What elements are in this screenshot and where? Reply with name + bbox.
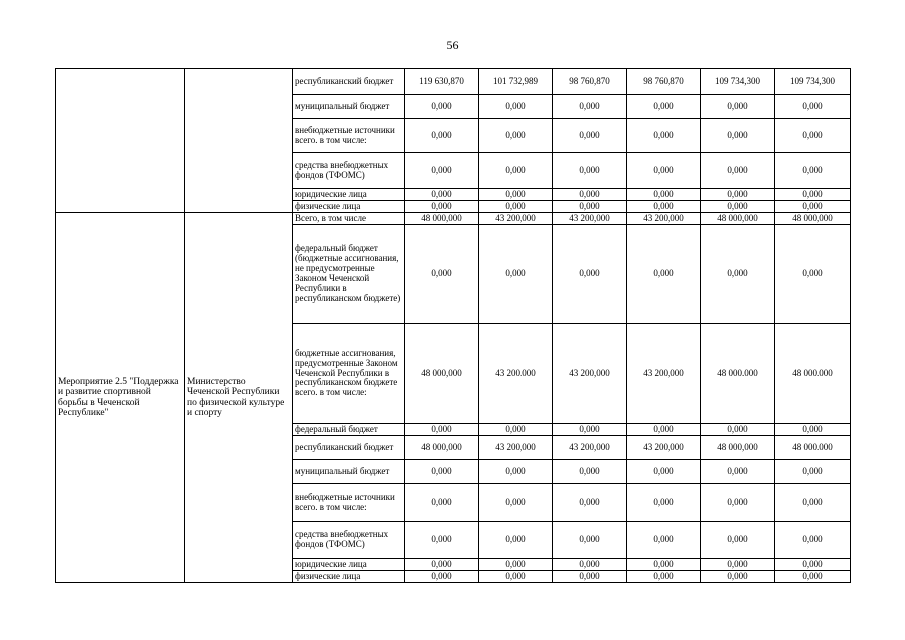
value-cell: 0,000 (775, 484, 851, 522)
value-cell: 0,000 (775, 201, 851, 213)
value-cell: 43 200,000 (627, 324, 701, 424)
value-cell: 0,000 (553, 522, 627, 559)
source-cell: средства внебюджетных фондов (ТФОМС) (293, 522, 405, 559)
value-cell: 0,000 (405, 559, 479, 571)
value-cell: 0,000 (701, 522, 775, 559)
value-cell: 0,000 (405, 95, 479, 119)
value-cell: 48 000,000 (701, 436, 775, 460)
executor-cell (185, 213, 293, 583)
value-cell: 0,000 (627, 189, 701, 201)
value-cell: 43 200,000 (479, 436, 553, 460)
value-cell: 98 760,870 (627, 69, 701, 95)
value-cell: 98 760,870 (553, 69, 627, 95)
value-cell: 0,000 (405, 460, 479, 484)
value-cell: 0,000 (775, 460, 851, 484)
value-cell: 48 000.000 (775, 436, 851, 460)
page-number: 56 (446, 38, 459, 52)
value-cell: 48 000.000 (701, 324, 775, 424)
source-cell: средства внебюджетных фондов (ТФОМС) (293, 153, 405, 189)
value-cell: 0,000 (775, 153, 851, 189)
value-cell: 48 000,000 (701, 213, 775, 225)
value-cell: 0,000 (479, 571, 553, 583)
value-cell: 0,000 (627, 153, 701, 189)
value-cell: 0,000 (405, 225, 479, 324)
value-cell: 48 000,000 (775, 213, 851, 225)
value-cell: 0,000 (627, 95, 701, 119)
source-cell: федеральный бюджет (бюджетные ассигнования, не предусмотренные Законом Чеченской Республики в республиканском бюджете) (293, 225, 405, 324)
value-cell: 0,000 (553, 559, 627, 571)
value-cell: 0,000 (553, 119, 627, 153)
value-cell: 0,000 (627, 119, 701, 153)
value-cell: 48 000,000 (405, 324, 479, 424)
value-cell: 0,000 (479, 424, 553, 436)
value-cell: 0,000 (701, 201, 775, 213)
value-cell: 0,000 (405, 153, 479, 189)
value-cell: 48 000,000 (405, 436, 479, 460)
value-cell: 0,000 (479, 189, 553, 201)
value-cell: 0,000 (627, 225, 701, 324)
value-cell: 48 000.000 (775, 324, 851, 424)
value-cell: 0,000 (553, 95, 627, 119)
value-cell: 0,000 (775, 95, 851, 119)
value-cell: 0,000 (775, 522, 851, 559)
executor-cell-empty (185, 69, 293, 213)
table-row (56, 69, 851, 95)
value-cell: 43 200,000 (627, 213, 701, 225)
budget-table (55, 68, 851, 583)
value-cell: 0,000 (627, 460, 701, 484)
value-cell: 0,000 (553, 571, 627, 583)
value-cell: 0,000 (405, 571, 479, 583)
value-cell: 0,000 (775, 225, 851, 324)
value-cell: 0,000 (701, 95, 775, 119)
source-cell: федеральный бюджет (293, 424, 405, 436)
value-cell: 0,000 (701, 571, 775, 583)
value-cell: 0,000 (627, 484, 701, 522)
value-cell: 0,000 (775, 571, 851, 583)
value-cell: 0,000 (627, 522, 701, 559)
value-cell: 0,000 (479, 522, 553, 559)
value-cell: 0,000 (701, 559, 775, 571)
event-cell-empty (56, 69, 185, 213)
value-cell: 0,000 (775, 189, 851, 201)
value-cell: 0,000 (627, 424, 701, 436)
value-cell: 0,000 (701, 189, 775, 201)
value-cell: 0,000 (627, 559, 701, 571)
table-row (56, 213, 851, 225)
value-cell: 0,000 (479, 201, 553, 213)
value-cell: 0,000 (553, 424, 627, 436)
value-cell: 0,000 (479, 484, 553, 522)
value-cell: 43 200.000 (479, 324, 553, 424)
value-cell: 43 200,000 (627, 436, 701, 460)
value-cell: 0,000 (553, 189, 627, 201)
value-cell: 43 200,000 (479, 213, 553, 225)
value-cell: 0,000 (553, 225, 627, 324)
value-cell: 0,000 (701, 225, 775, 324)
value-cell: 0,000 (701, 460, 775, 484)
value-cell: 0,000 (701, 424, 775, 436)
value-cell: 0,000 (405, 119, 479, 153)
source-cell: внебюджетные источники всего. в том числе: (293, 119, 405, 153)
source-cell: муниципальный бюджет (293, 95, 405, 119)
value-cell: 0,000 (553, 153, 627, 189)
event-title: Мероприятие 2.5 "Поддержка и развитие спортивной борьбы в Чеченской Республике" (58, 376, 179, 418)
source-cell: республиканский бюджет (293, 436, 405, 460)
value-cell: 0,000 (405, 522, 479, 559)
value-cell: 43 200,000 (553, 324, 627, 424)
value-cell: 0,000 (479, 225, 553, 324)
value-cell: 0,000 (701, 119, 775, 153)
value-cell: 0,000 (405, 189, 479, 201)
source-cell: республиканский бюджет (293, 69, 405, 95)
value-cell: 0,000 (553, 460, 627, 484)
source-cell: физические лица (293, 201, 405, 213)
value-cell: 48 000,000 (405, 213, 479, 225)
value-cell: 0,000 (479, 119, 553, 153)
value-cell: 109 734,300 (701, 69, 775, 95)
value-cell: 0,000 (701, 153, 775, 189)
value-cell: 0,000 (479, 460, 553, 484)
value-cell: 0,000 (405, 484, 479, 522)
source-cell: физические лица (293, 571, 405, 583)
value-cell: 0,000 (701, 484, 775, 522)
value-cell: 0,000 (479, 153, 553, 189)
value-cell: 0,000 (479, 559, 553, 571)
source-cell: бюджетные ассигнования, предусмотренные Законом Чеченской Республики в республиканском бюджете всего. в том числе: (293, 324, 405, 424)
source-cell: юридические лица (293, 189, 405, 201)
executor-name: Министерство Чеченской Республики по физической культуре и спорту (187, 376, 285, 418)
value-cell: 0,000 (775, 424, 851, 436)
value-cell: 109 734,300 (775, 69, 851, 95)
source-cell: юридические лица (293, 559, 405, 571)
source-cell: муниципальный бюджет (293, 460, 405, 484)
value-cell: 0,000 (405, 424, 479, 436)
source-cell: внебюджетные источники всего. в том числе: (293, 484, 405, 522)
value-cell: 119 630,870 (405, 69, 479, 95)
value-cell: 0,000 (479, 95, 553, 119)
value-cell: 0,000 (775, 559, 851, 571)
value-cell: 101 732,989 (479, 69, 553, 95)
source-cell: Всего, в том числе (293, 213, 405, 225)
event-cell (56, 213, 185, 583)
value-cell: 0,000 (775, 119, 851, 153)
value-cell: 0,000 (627, 571, 701, 583)
value-cell: 0,000 (405, 201, 479, 213)
value-cell: 0,000 (627, 201, 701, 213)
value-cell: 43 200,000 (553, 436, 627, 460)
value-cell: 43 200,000 (553, 213, 627, 225)
value-cell: 0,000 (553, 201, 627, 213)
value-cell: 0,000 (553, 484, 627, 522)
